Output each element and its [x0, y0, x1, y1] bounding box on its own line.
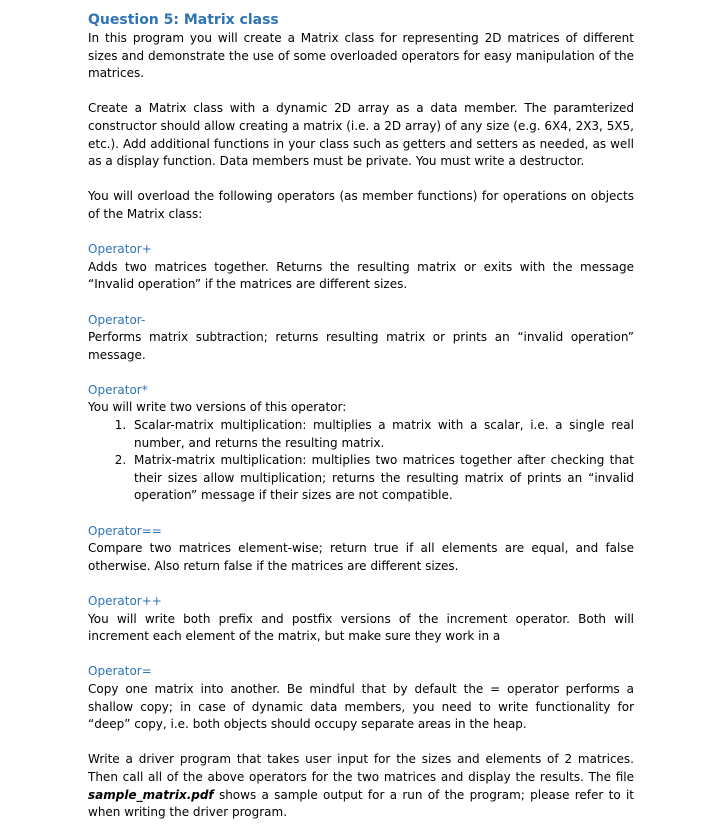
- operator-assign-description: Copy one matrix into another. Be mindful that by default the = operator performs a shallow copy; in case of dynamic data members, you need to write functionality for “deep” copy, i.e. both objects should occupy separate areas in the heap.: [88, 681, 634, 732]
- operator-mult-description: You will write two versions of this operator:: [88, 400, 347, 415]
- operator-minus-description: Performs matrix subtraction; returns resulting matrix or prints an “invalid operation” message.: [88, 330, 634, 362]
- operator-assign-heading: Operator=: [88, 664, 152, 679]
- operator-inc-description: You will write both prefix and postfix versions of the increment operator. Both will increment each element of the matrix, but make sure they work in a: [88, 611, 634, 644]
- operator-inc-heading: Operator++: [88, 594, 162, 608]
- list-item: 2. Matrix-matrix multiplication: multiplies two matrices together after checking that their sizes allow multiplication; returns the resulting matrix of prints an “invalid operation” message if their sizes are not compatible.: [130, 452, 634, 505]
- operator-mult-list: [88, 417, 634, 505]
- operator-eq-description: Compare two matrices element-wise; return true if all elements are equal, and false otherwise. Also return false if the matrices are different sizes.: [88, 541, 634, 573]
- driver-text-start: Write a driver program that takes user input for the sizes and elements of 2 matrices. Then call all of the above operators for the two matrices and display the results. The file: [88, 752, 634, 784]
- overload-paragraph: You will overload the following operators (as member functions) for operations on objects of the Matrix class:: [88, 189, 634, 221]
- list-item: 1. Scalar-matrix multiplication: multiplies a matrix with a scalar, i.e. a single real number, and returns the resulting matrix.: [130, 417, 634, 452]
- create-paragraph: Create a Matrix class with a dynamic 2D array as a data member. The paramterized constructor should allow creating a matrix (i.e. a 2D array) of any size (e.g. 6X4, 2X3, 5X5, etc.). Add additional functions in your class such as getters and setters as needed, as well as a display function. Data members must be private. You must write a destructor.: [88, 101, 634, 169]
- document-page: [88, 10, 634, 822]
- question-title: Question 5: Matrix class: [88, 12, 279, 28]
- operator-eq-heading: Operator==: [88, 523, 162, 538]
- operator-plus-heading: Operator+: [88, 242, 152, 257]
- operator-minus-heading: Operator-: [88, 312, 146, 327]
- driver-paragraph: [88, 751, 634, 821]
- operator-mult-heading: Operator*: [88, 382, 148, 397]
- intro-paragraph: In this program you will create a Matrix class for representing 2D matrices of different sizes and demonstrate the use of some overloaded operators for easy manipulation of the matrices.: [88, 31, 634, 81]
- operator-plus-description: Adds two matrices together. Returns the resulting matrix or exits with the message “Invalid operation” if the matrices are different sizes.: [88, 259, 634, 292]
- sample-file-name: sample_matrix.pdf: [88, 787, 214, 802]
- driver-text-end: shows a sample output for a run of the program; please refer to it when writing the driver program.: [88, 787, 634, 820]
